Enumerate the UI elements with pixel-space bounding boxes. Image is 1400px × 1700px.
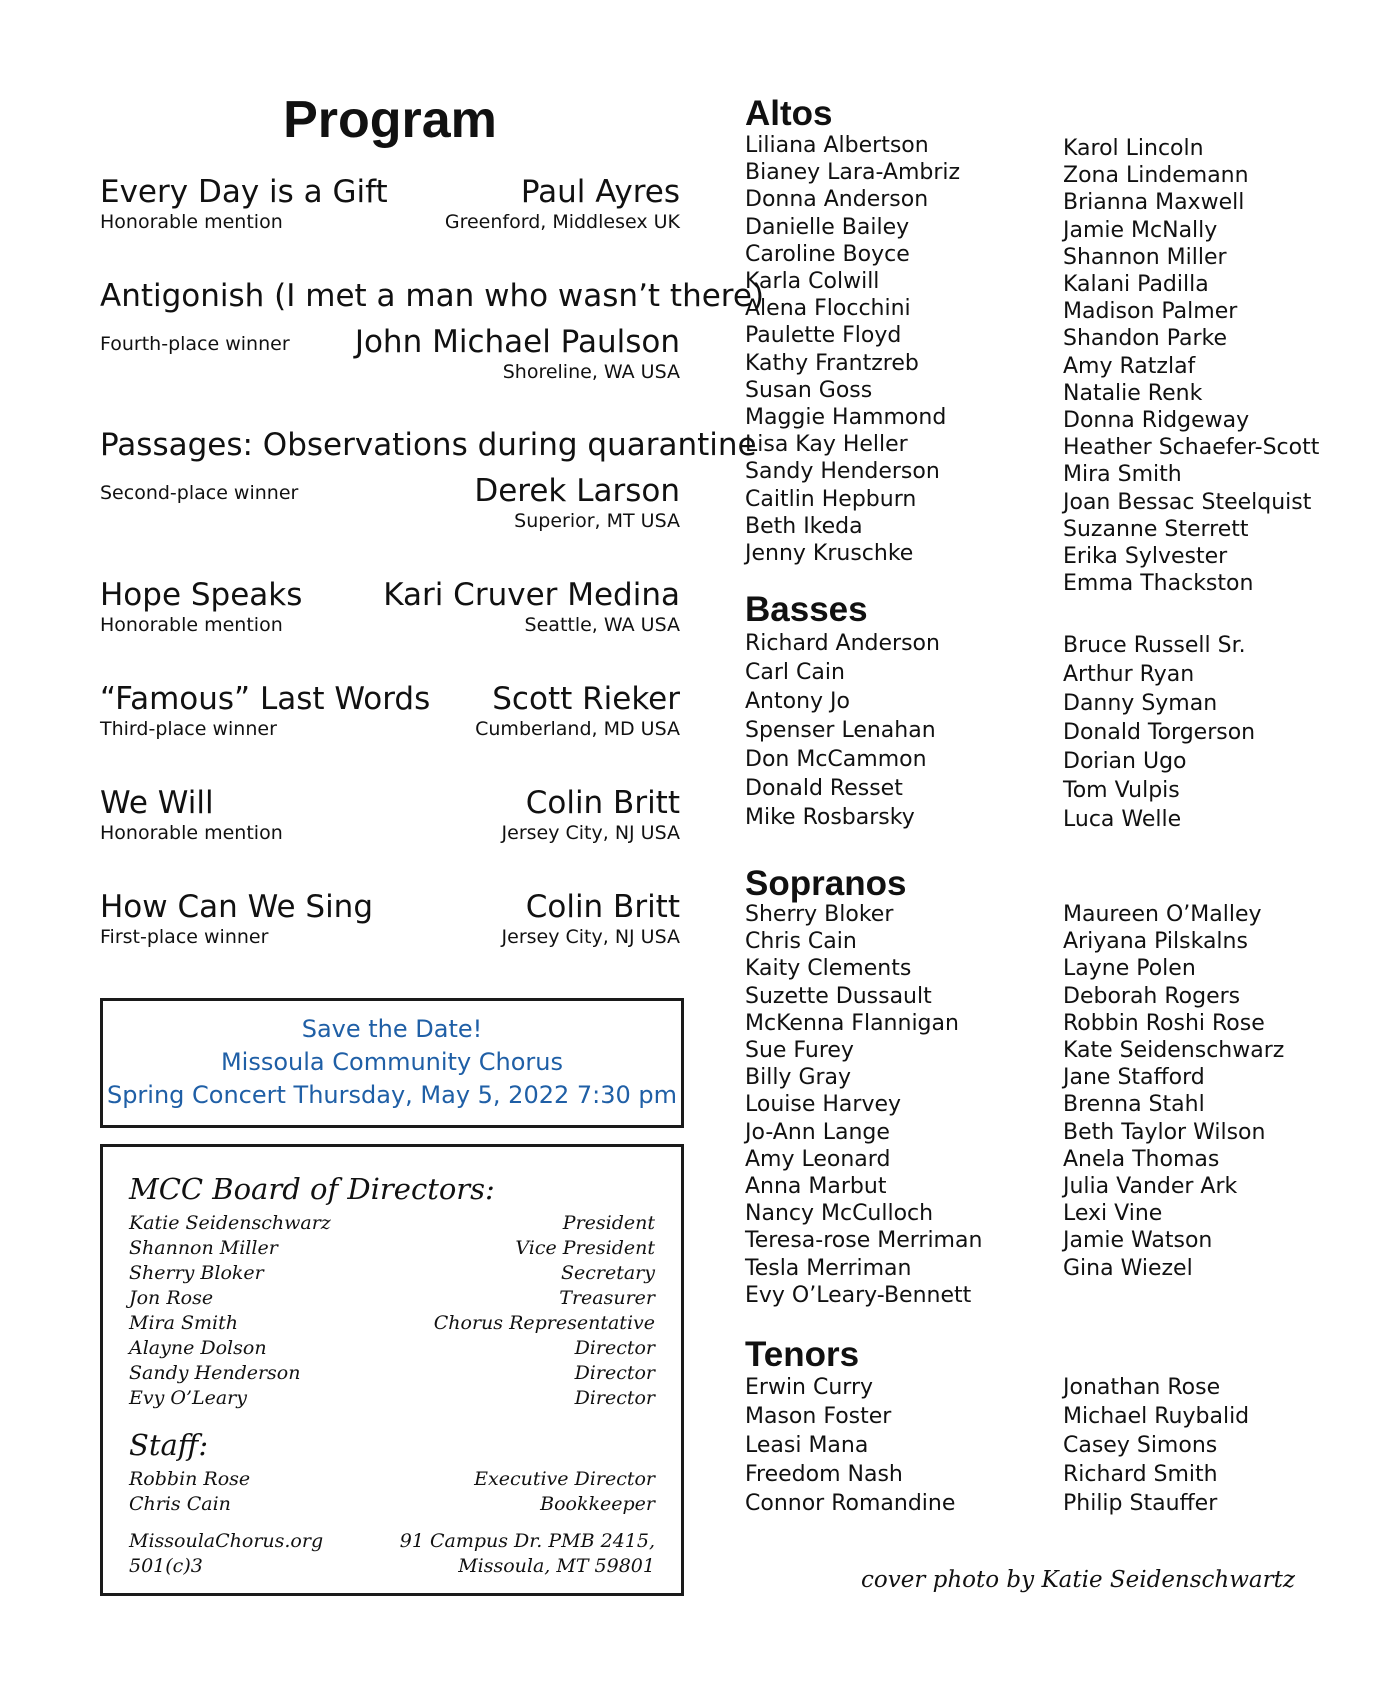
piece-award: Honorable mention [100,614,283,636]
board-member-row [129,1261,655,1286]
board-member-row [129,1386,655,1411]
board-member-name: Shannon Miller [129,1237,278,1259]
altos-list-1 [745,132,960,567]
board-member-role: Director [574,1387,655,1409]
section-title-basses: Basses [745,590,868,629]
member-name: Lexi Vine [1063,1201,1163,1227]
board-member-role: Treasurer [559,1287,655,1309]
member-name: Michael Ruybalid [1063,1404,1250,1429]
member-name: Philip Stauffer [1063,1491,1218,1516]
member-name: Antony Jo [745,689,850,714]
board-member-row [129,1361,655,1386]
board-member-name: Mira Smith [129,1312,238,1334]
piece-composer: Scott Rieker [492,681,680,717]
piece-title: Passages: Observations during quarantine [100,427,757,463]
piece-award: Honorable mention [100,211,283,233]
program-title: Program [283,91,497,149]
member-name: Karla Colwill [745,269,880,295]
piece-location: Superior, MT USA [514,510,680,532]
board-member-role: Director [574,1362,655,1384]
staff-name: Robbin Rose [129,1468,251,1490]
piece-location: Jersey City, NJ USA [501,926,680,948]
piece-award: Second-place winner [100,482,299,504]
altos-list-2 [1063,135,1319,597]
member-name: Anna Marbut [745,1174,887,1200]
member-name: Deborah Rogers [1063,983,1241,1009]
member-name: Sandy Henderson [745,459,940,485]
member-name: Liliana Albertson [745,133,929,158]
contact-row [129,1529,655,1554]
board-member-name: Alayne Dolson [129,1337,267,1359]
member-name: Kathy Frantzreb [745,350,919,376]
board-member-name: Jon Rose [129,1287,214,1309]
member-name: Dorian Ugo [1063,749,1187,774]
member-name: Evy O’Leary-Bennett [745,1282,972,1308]
member-name: Alena Flocchini [745,296,911,322]
member-name: Donna Anderson [745,187,929,213]
staff-heading: Staff: [129,1428,209,1462]
member-name: Tom Vulpis [1063,778,1180,803]
program-piece [100,425,757,535]
member-name: Shandon Parke [1063,326,1227,352]
address-line-1: 91 Campus Dr. PMB 2415, [399,1530,655,1552]
member-name: Danielle Bailey [745,214,910,240]
board-member-name: Katie Seidenschwarz [129,1212,331,1234]
board-member-row [129,1336,655,1361]
member-name: Freedom Nash [745,1462,903,1487]
board-member-name: Evy O’Leary [129,1387,247,1409]
member-name: Jo-Ann Lange [745,1119,890,1145]
board-member-row [129,1236,655,1261]
member-name: Bruce Russell Sr. [1063,633,1246,658]
member-name: Kaity Clements [745,956,912,982]
member-name: Erika Sylvester [1063,544,1228,570]
member-name: Donna Ridgeway [1063,408,1250,434]
member-name: Maureen O’Malley [1063,902,1262,927]
member-name: Jenny Kruschke [745,541,914,567]
section-title-tenors: Tenors [745,1335,860,1374]
member-name: Tesla Merriman [745,1255,912,1281]
member-name: Suzette Dussault [745,983,932,1009]
piece-location: Greenford, Middlesex UK [444,211,680,233]
basses-list-1 [745,629,940,832]
contact-row [129,1554,655,1579]
member-name: Amy Leonard [745,1146,891,1172]
piece-title: “Famous” Last Words [100,681,431,717]
piece-title: Antigonish (I met a man who wasn’t there) [100,278,765,314]
program-piece [100,679,680,743]
board-member-role: Secretary [560,1262,655,1284]
program-piece [100,172,680,236]
section-title-altos: Altos [745,94,833,133]
piece-location: Shoreline, WA USA [502,361,680,383]
address-line-2: Missoula, MT 59801 [458,1555,655,1577]
member-name: Jamie Watson [1063,1228,1213,1254]
piece-award: Honorable mention [100,822,283,844]
member-name: Heather Schaefer-Scott [1063,435,1320,461]
member-name: Suzanne Sterrett [1063,516,1249,542]
member-name: Brianna Maxwell [1063,190,1245,216]
member-name: Shannon Miller [1063,244,1227,270]
staff-role: Bookkeeper [540,1493,655,1515]
member-name: Chris Cain [745,929,857,955]
member-name: Mira Smith [1063,462,1182,488]
member-name: Robbin Roshi Rose [1063,1010,1265,1036]
member-name: Arthur Ryan [1063,662,1195,687]
member-name: Sherry Bloker [745,902,894,927]
member-name: Donald Resset [745,776,903,801]
board-member-role: Director [574,1337,655,1359]
member-name: Karol Lincoln [1063,136,1204,161]
piece-composer: Paul Ayres [520,174,680,210]
staff-role: Executive Director [474,1468,655,1490]
member-name: Anela Thomas [1063,1146,1220,1172]
member-name: Kate Seidenschwarz [1063,1038,1285,1064]
board-member-row [129,1286,655,1311]
board-of-directors-box [100,1144,684,1596]
member-name: Maggie Hammond [745,405,947,431]
member-name: Beth Ikeda [745,513,863,539]
member-name: Richard Smith [1063,1462,1218,1487]
board-member-name: Sandy Henderson [129,1362,301,1384]
member-name: Beth Taylor Wilson [1063,1119,1266,1145]
member-name: Nancy McCulloch [745,1201,934,1227]
member-name: Lisa Kay Heller [745,432,908,458]
piece-location: Jersey City, NJ USA [501,822,680,844]
member-name: Caitlin Hepburn [745,486,917,512]
save-the-date-box [100,998,684,1128]
member-name: Don McCammon [745,747,927,772]
member-name: Zona Lindemann [1063,163,1249,189]
piece-composer: Kari Cruver Medina [383,577,680,613]
save-the-date-heading: Save the Date! [301,1015,483,1043]
tenors-list-2 [1063,1373,1249,1518]
member-name: Joan Bessac Steelquist [1063,489,1312,515]
member-name: Caroline Boyce [745,241,910,267]
piece-composer: Colin Britt [525,889,680,925]
piece-award: First-place winner [100,926,269,948]
staff-name: Chris Cain [129,1493,231,1515]
member-name: Billy Gray [745,1065,852,1091]
member-name: Donald Torgerson [1063,720,1256,745]
nonprofit-status: 501(c)3 [129,1555,203,1577]
program-piece [100,783,680,847]
program-piece [100,575,680,639]
board-member-row [129,1311,655,1336]
piece-composer: John Michael Paulson [354,324,680,360]
piece-title: Every Day is a Gift [100,174,388,210]
board-heading: MCC Board of Directors: [129,1172,495,1206]
member-name: Richard Anderson [745,631,940,656]
member-name: Brenna Stahl [1063,1092,1205,1118]
member-name: Ariyana Pilskalns [1063,929,1248,955]
save-the-date-organization: Missoula Community Chorus [220,1048,564,1076]
member-name: Sue Furey [745,1038,854,1064]
piece-award: Third-place winner [100,718,277,740]
staff-row [129,1467,655,1492]
board-member-role: Chorus Representative [433,1312,655,1334]
member-name: Julia Vander Ark [1063,1174,1238,1200]
member-name: Kalani Padilla [1063,272,1209,298]
member-name: Gina Wiezel [1063,1255,1193,1281]
board-member-role: Vice President [515,1237,655,1259]
sopranos-list-1 [745,901,982,1309]
member-name: Danny Syman [1063,691,1218,716]
member-name: Jane Stafford [1063,1065,1205,1091]
piece-title: How Can We Sing [100,889,374,925]
member-name: Bianey Lara-Ambriz [745,160,961,186]
member-name: Madison Palmer [1063,299,1238,325]
piece-composer: Derek Larson [474,473,680,509]
member-name: Jamie McNally [1063,217,1218,243]
piece-composer: Colin Britt [525,785,680,821]
basses-list-2 [1063,631,1255,834]
piece-location: Cumberland, MD USA [475,718,680,740]
member-name: Susan Goss [745,377,873,403]
member-name: Casey Simons [1063,1433,1218,1458]
member-name: Emma Thackston [1063,571,1254,597]
staff-row [129,1492,655,1517]
cover-photo-credit: cover photo by Katie Seidenschwartz [861,1567,1295,1593]
member-name: Leasi Mana [745,1433,869,1458]
member-name: Louise Harvey [745,1092,902,1118]
program-piece [100,887,680,951]
board-member-name: Sherry Bloker [129,1262,264,1284]
section-title-sopranos: Sopranos [745,864,907,903]
piece-award: Fourth-place winner [100,333,290,355]
piece-title: Hope Speaks [100,577,303,613]
member-name: Amy Ratzlaf [1063,353,1196,379]
sopranos-list-2 [1063,901,1284,1282]
tenors-list-1 [745,1373,955,1518]
member-name: Jonathan Rose [1063,1375,1221,1400]
website: MissoulaChorus.org [129,1530,324,1552]
member-name: Mason Foster [745,1404,892,1429]
member-name: Connor Romandine [745,1491,956,1516]
member-name: Natalie Renk [1063,380,1203,406]
piece-location: Seattle, WA USA [524,614,680,636]
member-name: Paulette Floyd [745,323,902,349]
save-the-date-event: Spring Concert Thursday, May 5, 2022 7:30 pm [106,1081,678,1109]
member-name: Erwin Curry [745,1375,874,1400]
member-name: Mike Rosbarsky [745,805,915,830]
member-name: Teresa-rose Merriman [745,1228,983,1254]
member-name: Luca Welle [1063,807,1182,832]
piece-title: We Will [100,785,214,821]
board-member-role: President [562,1212,655,1234]
member-name: Carl Cain [745,660,845,685]
member-name: Spenser Lenahan [745,718,936,743]
member-name: Layne Polen [1063,956,1196,982]
program-piece [100,276,765,386]
board-member-row [129,1211,655,1236]
member-name: McKenna Flannigan [745,1010,959,1036]
